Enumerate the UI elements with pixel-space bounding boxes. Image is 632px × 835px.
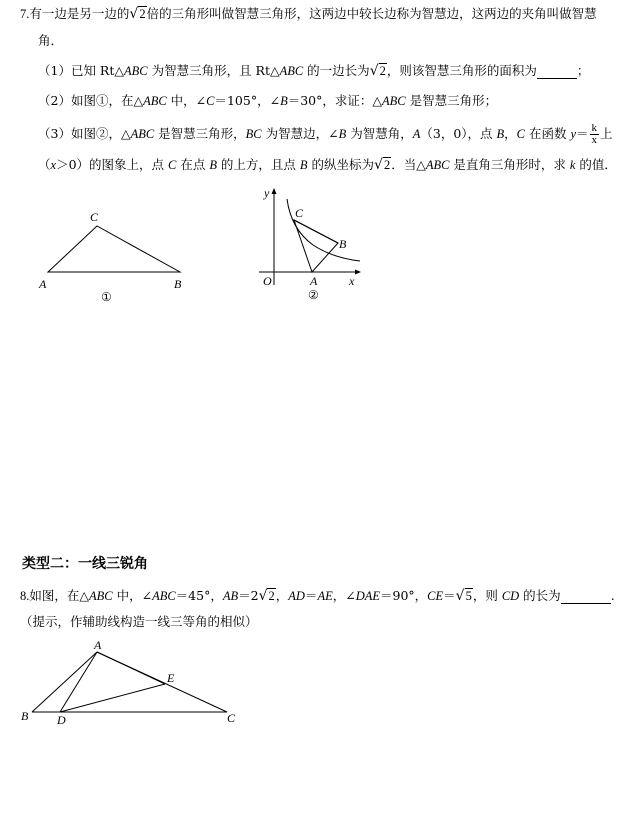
sqrt-2: √2 (374, 157, 391, 173)
segment-ae (97, 652, 165, 684)
label-c: C (90, 210, 99, 224)
segment-ab (32, 652, 97, 712)
label-e-q8: E (167, 671, 175, 685)
q7-part2: （2）如图①，在△ABC 中，∠C＝105°，∠B＝30°，求证：△ABC 是智慧三角形； (38, 93, 498, 108)
answer-blank[interactable] (561, 591, 611, 604)
q7-part3-line1: （3）如图②，△ABC 是智慧三角形，BC 为智慧边，∠B 为智慧角，A（3，0），点 B，C 在函数 y＝ $\frac{k}{x}$ 上 (38, 122, 613, 146)
caption-1: ① (101, 290, 112, 304)
label-c-2: C (295, 206, 304, 220)
label-c-q8: C (227, 711, 236, 725)
label-a-q8: A (94, 640, 102, 652)
sqrt-5: √5 (455, 588, 472, 604)
q8-number: 8. (20, 589, 30, 603)
label-b-q8: B (21, 709, 29, 723)
figure-1-triangle (30, 205, 200, 305)
answer-blank[interactable] (537, 66, 577, 79)
q8-hint: （提示，作辅助线构造一线三等角的相似） (20, 614, 258, 629)
fraction-k-over-x: $\frac{k}{x}$ (591, 122, 598, 146)
label-a-2: A (310, 274, 318, 288)
label-b-2: B (339, 237, 347, 251)
sqrt-2: √2 (369, 63, 386, 79)
sqrt-2: √2 (129, 6, 146, 22)
q7-intro-line1: 7.有一边是另一边的√2倍的三角形叫做智慧三角形，这两边中较长边称为智慧边，这两边的夹角叫做智慧 (20, 6, 597, 22)
caption-2: ② (308, 288, 319, 302)
q7-part3-line2: （x＞0）的图象上，点 C 在点 B 的上方，且点 B 的纵坐标为√2．当△ABC 是直角三角形时，求 k 的值． (38, 157, 617, 173)
label-x: x (349, 274, 355, 288)
label-o: O (263, 274, 272, 288)
q7-intro-line2: 角． (38, 33, 64, 48)
q7-part1: （1）已知 Rt△ABC 为智慧三角形，且 Rt△ABC 的一边长为√2，则该智慧三角形的面积为 ； (38, 63, 590, 79)
sqrt-2: √2 (258, 588, 275, 604)
q8-line1: 8.如图，在△ABC 中，∠ABC＝45°，AB＝2√2，AD＝AE，∠DAE＝90°，CE＝√5，则 CD 的长为 . (20, 588, 615, 604)
figure-2-coordinate (255, 185, 370, 305)
label-y: y (264, 186, 270, 200)
triangle-abc (48, 226, 180, 272)
y-arrow (272, 188, 277, 194)
label-b: B (174, 277, 182, 291)
section-title: 类型二：一线三锐角 (22, 556, 148, 572)
segment-ad (60, 652, 97, 712)
label-a: A (39, 277, 47, 291)
segment-de (60, 684, 165, 712)
triangle-abc-2 (294, 220, 338, 272)
x-arrow (355, 270, 361, 275)
label-d-q8: D (57, 713, 66, 727)
q7-number: 7. (20, 7, 30, 21)
figure-q8 (15, 640, 245, 730)
